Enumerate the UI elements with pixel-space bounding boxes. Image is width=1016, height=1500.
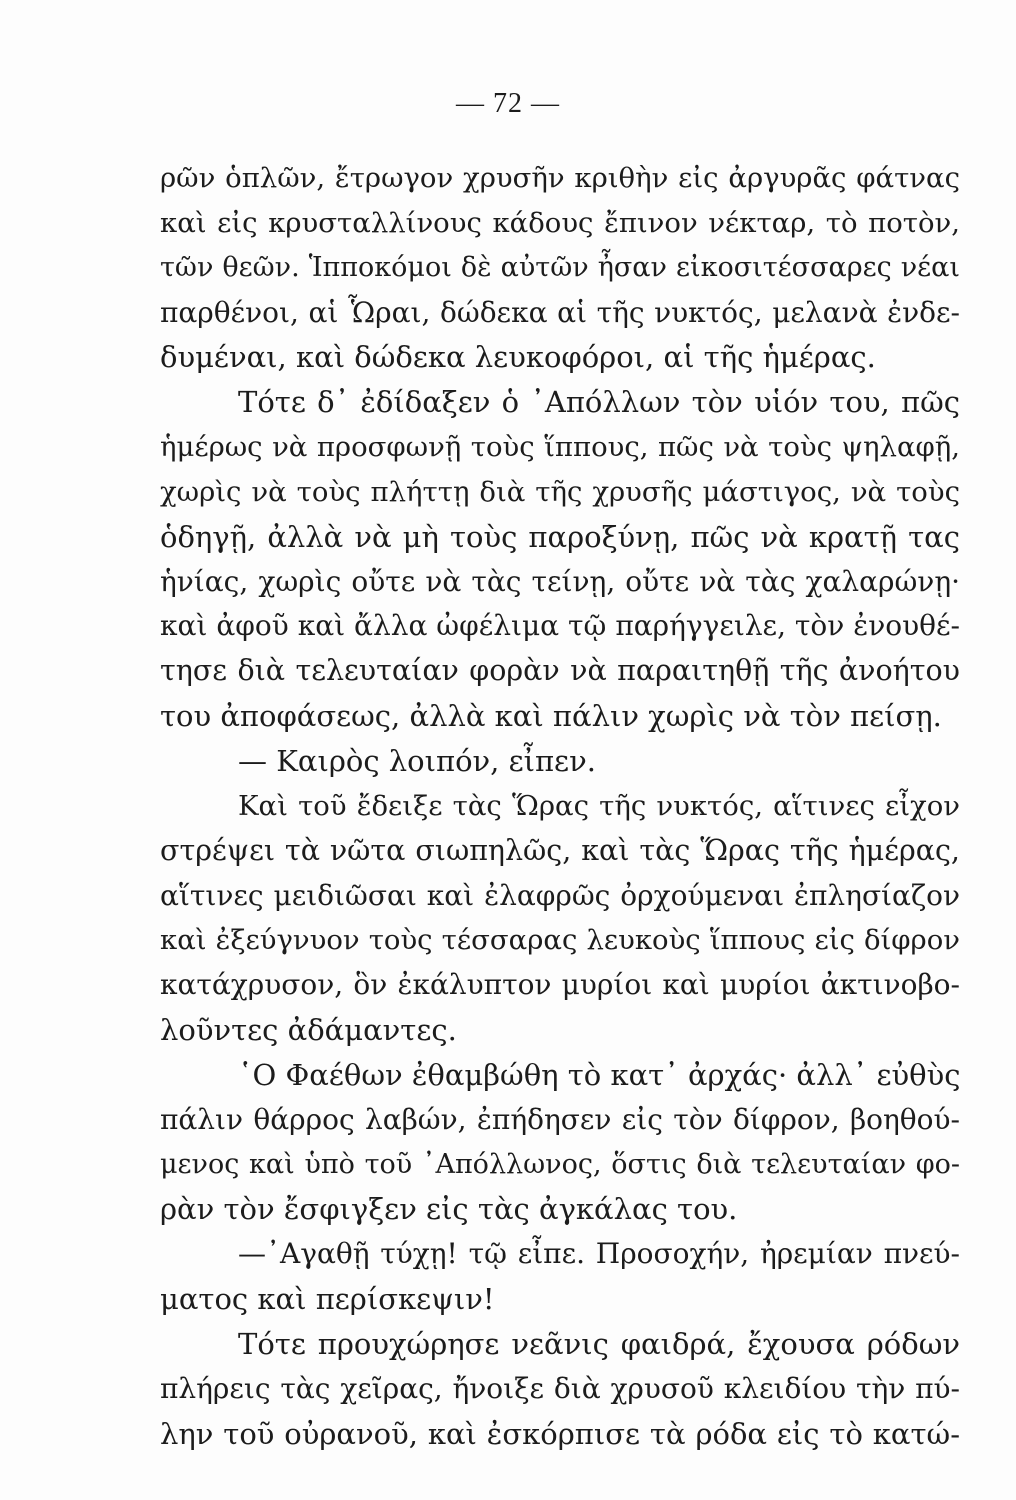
text-line: αἵτινες μειδιῶσαι καὶ ἐλαφρῶς ὀρχούμεναι ἐπλησίαζον — [160, 878, 960, 912]
text-line: καὶ εἰς κρυσταλλίνους κάδους ἔπινον νέκταρ, τὸ ποτὸν, — [160, 206, 960, 239]
text-line: λην τοῦ οὐρανοῦ, καὶ ἐσκόρπισε τὰ ρόδα εἰς τὸ κατώ- — [160, 1416, 960, 1451]
page-number: — 72 — — [456, 88, 560, 119]
text-line: κατάχρυσον, ὃν ἐκάλυπτον μυρίοι καὶ μυρίοι ἀκτινοβο- — [160, 968, 960, 1002]
text-line: λοῦντες ἀδάμαντες. — [160, 1013, 457, 1048]
body-text — [160, 156, 960, 1456]
text-line: μενος καὶ ὑπὸ τοῦ ᾿Απόλλωνος, ὅστις διὰ τελευταίαν φο- — [160, 1148, 960, 1180]
text-line: — Καιρὸς λοιπόν, εἶπεν. — [238, 743, 596, 778]
text-line: τῶν θεῶν. Ἱπποκόμοι δὲ αὐτῶν ἦσαν εἰκοσιτέσσαρες νέαι — [160, 251, 960, 283]
text-line: ῾Ο Φαέθων ἐθαμβώθη τὸ κατ᾿ ἀρχάς· ἀλλ᾿ εὐθὺς — [238, 1057, 961, 1092]
text-line: του ἀποφάσεως, ἀλλὰ καὶ πάλιν χωρὶς νὰ τὸν πείσῃ. — [160, 699, 942, 734]
text-line: —᾿Αγαθῇ τύχῃ! τῷ εἶπε. Προσοχήν, ἠρεμίαν πνεύ- — [238, 1237, 960, 1271]
text-line: τησε διὰ τελευταίαν φορὰν νὰ παραιτηθῇ τῆς ἀνοήτου — [160, 654, 960, 688]
text-line: καὶ ἐξεύγνυον τοὺς τέσσαρας λευκοὺς ἵππους εἰς δίφρον — [160, 924, 960, 957]
text-line: δυμέναι, καὶ δώδεκα λευκοφόροι, αἱ τῆς ἡμέρας. — [160, 340, 876, 375]
text-line: ματος καὶ περίσκεψιν! — [160, 1282, 495, 1317]
text-line: Τότε δ᾿ ἐδίδαξεν ὁ ᾿Απόλλων τὸν υἱόν του, πῶς — [238, 385, 960, 420]
text-line: χωρὶς νὰ τοὺς πλήττῃ διὰ τῆς χρυσῆς μάστιγος, νὰ τοὺς — [160, 475, 960, 508]
text-line: στρέψει τὰ νῶτα σιωπηλῶς, καὶ τὰς Ὥρας τῆς ἡμέρας, — [160, 833, 960, 867]
text-line: πλήρεις τὰς χεῖρας, ἤνοιξε διὰ χρυσοῦ κλειδίου τὴν πύ- — [160, 1371, 960, 1405]
text-line: ἡνίας, χωρὶς οὔτε νὰ τὰς τείνῃ, οὔτε νὰ τὰς χαλαρώνῃ· — [160, 564, 960, 598]
text-line: ἡμέρως νὰ προσφωνῇ τοὺς ἵππους, πῶς νὰ τοὺς ψηλαφῇ, — [160, 431, 960, 464]
text-line: ρῶν ὁπλῶν, ἔτρωγον χρυσῆν κριθὴν εἰς ἀργυρᾶς φάτνας — [160, 162, 960, 194]
text-line: παρθένοι, αἱ Ὧραι, δώδεκα αἱ τῆς νυκτός, μελανὰ ἐνδε- — [160, 295, 960, 329]
text-line: πάλιν θάρρος λαβών, ἐπήδησεν εἰς τὸν δίφρον, βοηθού- — [160, 1102, 960, 1136]
text-line: ὁδηγῇ, ἀλλὰ νὰ μὴ τοὺς παροξύνῃ, πῶς νὰ κρατῇ τας — [160, 519, 960, 554]
text-line: Τότε προυχώρησε νεᾶνις φαιδρά, ἔχουσα ρόδων — [238, 1326, 960, 1361]
text-line: Καὶ τοῦ ἔδειξε τὰς Ὥρας τῆς νυκτός, αἵτινες εἶχον — [238, 789, 960, 822]
text-line: ρὰν τὸν ἔσφιγξεν εἰς τὰς ἀγκάλας του. — [160, 1192, 738, 1227]
text-line: καὶ ἀφοῦ καὶ ἄλλα ὠφέλιμα τῷ παρήγγειλε, τὸν ἐνουθέ- — [160, 609, 960, 643]
